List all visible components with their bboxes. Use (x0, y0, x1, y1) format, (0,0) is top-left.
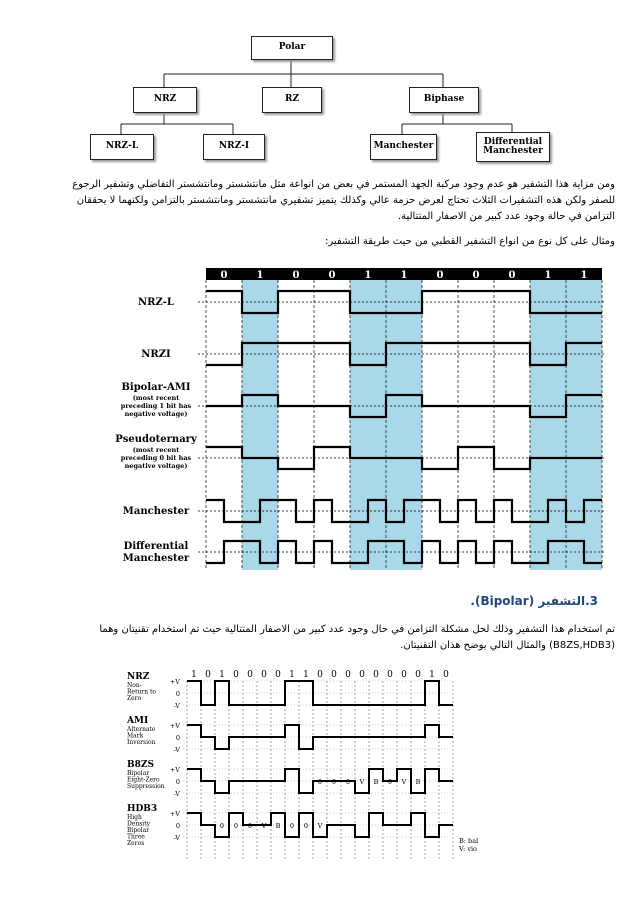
row-sublabel-bipolar-ami: (most recent preceding 1 bit has negative voltage) (120, 394, 192, 418)
b8zs-mark: V (401, 778, 407, 786)
paragraph-bipolar: تم استخدام هذا التشفير وذلك لحل مشكلة التزامن في حال وجود عدد كبير من الاصفار المتتالية حيث تم استخدام تقنيتان وهما (B8ZS,HDB3) والمثال التالي يوضح هذان التقنيتان. (99, 624, 615, 651)
tree-node-nrz-l: NRZ-L (90, 134, 154, 160)
row-label-ami: AMI (127, 716, 149, 726)
level-label: +V (169, 766, 180, 774)
bit-value: 0 (415, 670, 421, 680)
bit-value: 1 (364, 270, 372, 281)
hdb3-mark: B (275, 822, 281, 830)
bit-value: 0 (401, 670, 407, 680)
waveform-ami (187, 725, 453, 749)
level-label: 0 (175, 734, 180, 742)
level-label: -V (173, 834, 180, 842)
bit-value: 0 (436, 270, 444, 281)
bit-value: 1 (429, 670, 435, 680)
row-label-nrz-l: NRZ-L (138, 297, 174, 308)
bit-value: 0 (275, 670, 281, 680)
bit-value: 0 (292, 270, 300, 281)
bit-value: 0 (233, 670, 239, 680)
hdb3-mark: 0 (233, 822, 239, 830)
highlight-column (566, 280, 602, 570)
bit-value: 0 (205, 670, 211, 680)
b8zs-mark: 0 (331, 778, 337, 786)
highlight-column (242, 280, 278, 570)
bit-value: 0 (247, 670, 253, 680)
legend-entry: V: vio (459, 845, 477, 853)
row-label-differential-manchester: Differential Manchester (122, 541, 190, 564)
paragraph-example-intro: ومثال على كل نوع من انواع التشفير القطبي من حيث طريقة التشفير: (325, 236, 615, 247)
highlight-column (386, 280, 422, 570)
bit-value: 0 (373, 670, 379, 680)
row-sublabel-nrz: Non-Return to Zero (127, 682, 157, 702)
hdb3-mark: 0 (247, 822, 253, 830)
hdb3-mark: 0 (303, 822, 309, 830)
highlight-column (350, 280, 386, 570)
level-label: -V (173, 790, 180, 798)
bit-value: 1 (191, 670, 197, 680)
row-label-pseudoternary: Pseudoternary (115, 434, 197, 445)
bit-value: 1 (544, 270, 552, 281)
bit-value: 1 (256, 270, 264, 281)
row-label-b8zs: B8ZS (127, 760, 154, 770)
tree-node-biphase: Biphase (409, 87, 479, 113)
bit-value: 0 (508, 270, 516, 281)
tree-node-nrz: NRZ (133, 87, 197, 113)
hdb3-mark: 0 (219, 822, 225, 830)
bit-value: 1 (580, 270, 588, 281)
bit-value: 1 (400, 270, 408, 281)
b8zs-mark: 0 (387, 778, 393, 786)
highlight-column (530, 280, 566, 570)
tree-node-nrz-i: NRZ-I (203, 134, 265, 160)
bit-value: 0 (472, 270, 480, 281)
row-label-bipolar-ami: Bipolar-AMI (121, 382, 191, 393)
tree-node-rz: RZ (262, 87, 322, 113)
level-label: +V (169, 678, 180, 686)
bit-value: 1 (303, 670, 309, 680)
bit-value: 0 (387, 670, 393, 680)
bit-value: 0 (331, 670, 337, 680)
bit-value: 0 (220, 270, 228, 281)
b8zs-mark: V (359, 778, 365, 786)
b8zs-mark: B (415, 778, 421, 786)
hdb3-mark: 0 (289, 822, 295, 830)
row-label-nrzi: NRZI (141, 349, 171, 360)
row-label-manchester: Manchester (122, 506, 190, 517)
bit-value: 1 (289, 670, 295, 680)
bit-value: 0 (345, 670, 351, 680)
hdb3-mark: V (261, 822, 267, 830)
bit-value: 1 (219, 670, 225, 680)
row-sublabel-pseudoternary: (most recent preceding 0 bit has negative voltage) (120, 446, 192, 470)
bit-value: 0 (261, 670, 267, 680)
tree-node-polar: Polar (251, 36, 333, 60)
bit-value: 0 (328, 270, 336, 281)
b8zs-mark: B (373, 778, 379, 786)
row-sublabel-b8zs: Bipolar Eight-Zero Suppression (127, 770, 165, 790)
section-heading-bipolar: 3.التشفير (Bipolar). (470, 594, 598, 608)
tree-node-manchester: Manchester (370, 134, 437, 160)
bipolar-encoding-waveforms (125, 665, 525, 863)
level-label: +V (169, 810, 180, 818)
level-label: 0 (175, 690, 180, 698)
level-label: -V (173, 746, 180, 754)
b8zs-mark: 0 (345, 778, 351, 786)
level-label: 0 (175, 822, 180, 830)
bit-value: 0 (443, 670, 449, 680)
row-sublabel-ami: Alternate Mark Inversion (127, 726, 156, 746)
paragraph-advantages: ومن مزاية هذا التشفير هو عدم وجود مركبة الجهد المستمر في بعض من انواعة مثل مانتشستر ومانتشستر التفاضلي وتشفير الرجوع للصفر ولكن هذه التشفيرات الثلاث تحتاج لعرض حزمة عالي وكذلك يتميز تشفيري مانتشستر ومانتشستر بالتزامن ولكنهما لا يحققان التزامن في حالة وجود عدد كبير من الاصفار المتتالية. (72, 179, 615, 222)
level-label: 0 (175, 778, 180, 786)
row-label-hdb3: HDB3 (127, 804, 158, 814)
row-sublabel-hdb3: High Density Bipolar Three Zeros (127, 814, 151, 847)
b8zs-mark: 0 (317, 778, 323, 786)
level-label: +V (169, 722, 180, 730)
hdb3-mark: V (317, 822, 323, 830)
row-label-nrz: NRZ (127, 672, 150, 682)
polar-encoding-waveforms (108, 262, 588, 574)
bit-value: 0 (317, 670, 323, 680)
level-label: -V (173, 702, 180, 710)
bit-value: 0 (359, 670, 365, 680)
legend-entry: B: bal (459, 837, 479, 845)
tree-node-differential-manchester: Differential Manchester (476, 132, 550, 162)
waveform-nrz (187, 681, 453, 705)
